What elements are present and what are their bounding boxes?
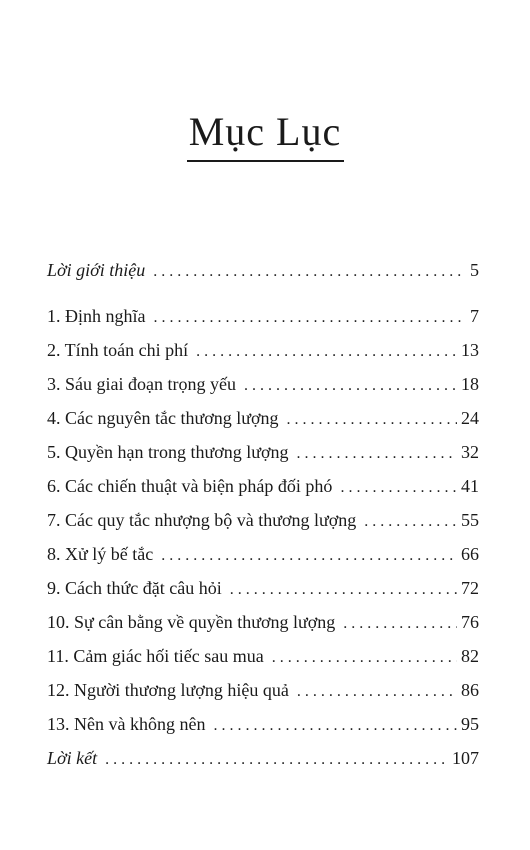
- toc-dot-leader: [244, 369, 457, 403]
- toc-entry: [47, 741, 479, 775]
- toc-entry-label: 13. Nên và không nên: [47, 714, 206, 734]
- toc-entry: [47, 503, 479, 537]
- toc-entry-label: 10. Sự cân bằng về quyền thương lượng: [47, 612, 336, 632]
- toc-dot-leader: [154, 301, 467, 335]
- toc-entry-label: 9. Cách thức đặt câu hỏi: [47, 578, 222, 598]
- toc-dot-leader: [287, 403, 457, 437]
- toc-entry-label: 8. Xử lý bế tắc: [47, 544, 154, 564]
- toc-entry-label: 6. Các chiến thuật và biện pháp đối phó: [47, 476, 333, 496]
- toc-entry: [47, 333, 479, 367]
- toc-entry-page-number: 32: [461, 442, 479, 462]
- toc-dot-leader: [343, 607, 457, 641]
- toc-entry-page-number: 41: [461, 476, 479, 496]
- toc-entry: [47, 639, 479, 673]
- toc-entry-page-number: 5: [470, 260, 479, 280]
- toc-entry: [47, 367, 479, 401]
- toc-dot-leader: [105, 743, 448, 777]
- toc-entry-label: 4. Các nguyên tắc thương lượng: [47, 408, 279, 428]
- toc-entry-page-number: 82: [461, 646, 479, 666]
- toc-entry: [47, 707, 479, 741]
- toc-entry-label: 12. Người thương lượng hiệu quả: [47, 680, 289, 700]
- toc-entry-label: 3. Sáu giai đoạn trọng yếu: [47, 374, 236, 394]
- toc-dot-leader: [272, 641, 457, 675]
- toc-entry-page-number: 13: [461, 340, 479, 360]
- toc-entry: [47, 571, 479, 605]
- toc-dot-leader: [213, 709, 457, 743]
- toc-entry: [47, 299, 479, 333]
- toc-entry-page-number: 72: [461, 578, 479, 598]
- toc-dot-leader: [297, 437, 457, 471]
- toc-entry-label: 5. Quyền hạn trong thương lượng: [47, 442, 289, 462]
- toc-entry-page-number: 76: [461, 612, 479, 632]
- toc-entry-page-number: 95: [461, 714, 479, 734]
- toc-dot-leader: [364, 505, 457, 539]
- toc-entry-page-number: 7: [470, 306, 479, 326]
- toc-dot-leader: [340, 471, 457, 505]
- toc-entry: [47, 605, 479, 639]
- toc-entry-page-number: 66: [461, 544, 479, 564]
- toc-entry: [47, 253, 479, 287]
- toc-entry-page-number: 18: [461, 374, 479, 394]
- toc-entry-label: 2. Tính toán chi phí: [47, 340, 189, 360]
- toc-entry-page-number: 55: [461, 510, 479, 530]
- toc-entry-label: 1. Định nghĩa: [47, 306, 146, 326]
- toc-entry-label: 7. Các quy tắc nhượng bộ và thương lượng: [47, 510, 357, 530]
- toc-entry-label: 11. Cảm giác hối tiếc sau mua: [47, 646, 264, 666]
- toc-entry: [47, 537, 479, 571]
- toc-dot-leader: [230, 573, 457, 607]
- toc-entry-page-number: 24: [461, 408, 479, 428]
- toc-dot-leader: [196, 335, 457, 369]
- toc-entry: [47, 401, 479, 435]
- toc-dot-leader: [153, 255, 466, 289]
- toc-entry-page-number: 86: [461, 680, 479, 700]
- page-title: Mục Lục: [188, 109, 342, 154]
- toc-entry: [47, 469, 479, 503]
- toc-dot-leader: [297, 675, 457, 709]
- toc-entry: [47, 673, 479, 707]
- toc-dot-leader: [161, 539, 457, 573]
- toc-entry-label: Lời giới thiệu: [47, 260, 146, 280]
- toc-entry-page-number: 107: [452, 748, 479, 768]
- table-of-contents: [47, 253, 479, 775]
- toc-entry: [47, 435, 479, 469]
- title-underline: [187, 160, 344, 162]
- toc-entry-label: Lời kết: [47, 748, 98, 768]
